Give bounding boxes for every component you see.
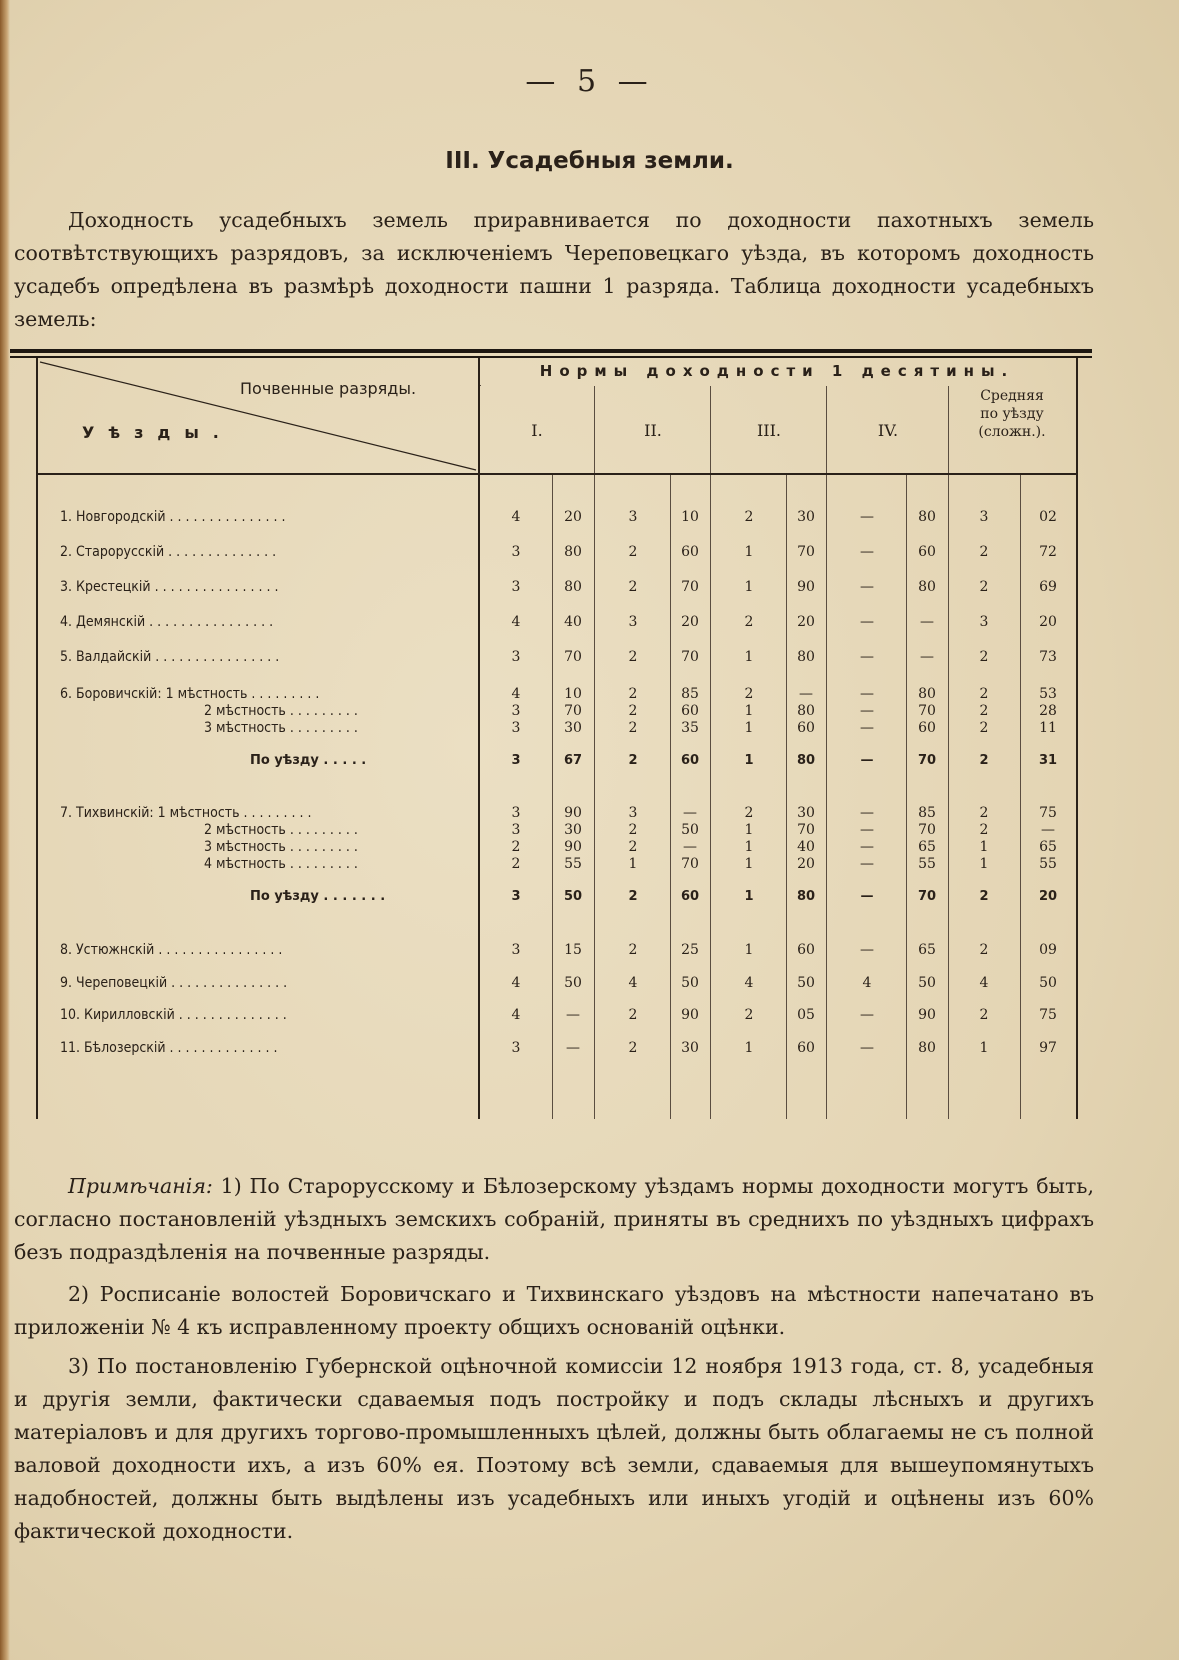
row-value: 1 [979,1040,989,1056]
row-value: — [920,614,934,630]
header-col-II: II. [644,421,662,440]
row-value: 11 [1039,720,1057,736]
table-row [10,1040,1092,1062]
row-value: 1 [744,942,754,958]
norms-underline [480,385,481,386]
row-value: 2 [628,544,638,560]
row-value: 75 [1039,805,1057,821]
row-value: 97 [1039,1040,1057,1056]
row-value: 70 [564,703,582,719]
row-value: 67 [563,753,583,768]
row-value: 2 [511,839,521,855]
row-value: 2 [628,1040,638,1056]
row-value: 2 [744,686,754,702]
row-value: 05 [797,1007,815,1023]
table-row [10,614,1092,636]
row-value: 2 [744,805,754,821]
row-value: 3 [628,509,638,525]
row-value: — [799,686,813,702]
row-value: 73 [1039,649,1057,665]
row-value: 2 [979,889,989,904]
row-value: 55 [918,856,936,872]
table-top-rule [10,349,1092,353]
row-value: 85 [918,805,936,821]
row-value: 60 [797,942,815,958]
row-value: 31 [1038,753,1058,768]
row-value: 55 [564,856,582,872]
row-value: 1 [744,856,754,872]
row-value: 30 [797,805,815,821]
row-value: 1 [979,839,989,855]
row-value: 2 [979,579,989,595]
table-row [10,579,1092,601]
row-value: — [860,579,874,595]
row-value: 85 [681,686,699,702]
row-value: — [860,614,874,630]
row-value: 70 [681,856,699,872]
row-value: 80 [797,703,815,719]
header-norms: Нормы доходности 1 десятины. [539,362,1015,380]
row-value: 3 [511,1040,521,1056]
table-row [10,975,1092,997]
table-row [10,1007,1092,1029]
row-value: 10 [564,686,582,702]
row-value: 35 [681,720,699,736]
note-3-text: 3) По постановленію Губернской оцѣночной комиссіи 12 ноября 1913 года, ст. 8, усадебныя и другія земли, фактически сдаваемыя подъ постройку и подъ склады лѣсныхъ и другихъ матеріаловъ и для другихъ торгово-промышленныхъ цѣлей, должны быть облагаемы не съ полной валовой доходности ихъ, а изъ 60% ея. Поэтому всѣ земли, сдаваемыя для вышеупомянутыхъ надобностей, должны быть выдѣлены изъ усадебныхъ или иныхъ угодій и оцѣнены изъ 60% фактической доходности. [14,1354,1094,1543]
row-value: 4 [511,686,521,702]
income-table [10,349,1092,1119]
header-col-average [948,387,1076,441]
row-value: 3 [511,889,521,904]
row-value: 60 [680,753,700,768]
row-value: 50 [681,975,699,991]
row-value: 1 [744,720,754,736]
row-value: 20 [681,614,699,630]
row-value: 20 [1038,889,1058,904]
note-1-text: 1) По Старорусскому и Бѣлозерскому уѣздамъ нормы доходности могутъ быть, согласно постановленій уѣздныхъ земскихъ собраній, приняты въ среднихъ по уѣздныхъ цифрахъ безъ подраздѣленія на почвенные разряды. [14,1174,1094,1264]
header-avg-line-1: Средняя [980,388,1044,404]
row-value: — [683,839,697,855]
row-value: 15 [564,942,582,958]
row-value: 25 [681,942,699,958]
row-value: 2 [979,1007,989,1023]
row-value: 1 [744,1040,754,1056]
row-value: 2 [628,649,638,665]
row-value: 2 [979,942,989,958]
row-value: 4 [744,975,754,991]
row-value: 80 [796,889,816,904]
page-number: — 5 — [525,64,654,99]
row-value: 10 [681,509,699,525]
row-value: 2 [511,856,521,872]
row-name: 4 мѣстность . . . . . . . . . [204,856,358,872]
row-value: 75 [1039,1007,1057,1023]
row-value: — [860,942,874,958]
table-total-row [10,889,1092,911]
row-value: 3 [511,579,521,595]
row-value: 4 [511,614,521,630]
row-value: — [860,720,874,736]
row-value: — [860,1040,874,1056]
row-value: 2 [628,579,638,595]
row-value: 2 [628,703,638,719]
row-value: 72 [1039,544,1057,560]
row-value: 2 [979,822,989,838]
row-value: 1 [744,544,754,560]
row-value: — [860,1007,874,1023]
header-col-IV: IV. [877,421,899,440]
row-name: 2 мѣстность . . . . . . . . . [204,703,358,719]
row-value: 3 [511,822,521,838]
row-value: 3 [511,649,521,665]
row-value: 60 [918,544,936,560]
row-value: — [860,805,874,821]
row-value: 30 [681,1040,699,1056]
row-value: 70 [681,579,699,595]
row-value: 2 [744,614,754,630]
row-value: 2 [979,544,989,560]
row-name: 2. Старорусскій . . . . . . . . . . . . . . [60,544,277,560]
row-value: 4 [628,975,638,991]
row-name: По уѣзду . . . . . . . [250,889,386,904]
row-value: 50 [1039,975,1057,991]
row-value: 65 [918,839,936,855]
row-value: 3 [511,805,521,821]
row-value: 40 [797,839,815,855]
row-name: 2 мѣстность . . . . . . . . . [204,822,358,838]
row-value: 90 [797,579,815,595]
table-row [10,720,1092,742]
row-value: 3 [628,614,638,630]
header-avg-line-3: (сложн.). [978,424,1046,440]
row-value: — [566,1040,580,1056]
row-value: 60 [680,889,700,904]
note-1 [14,1170,1094,1269]
row-value: 80 [918,509,936,525]
row-name: 3 мѣстность . . . . . . . . . [204,839,358,855]
row-value: 1 [744,649,754,665]
row-value: 70 [917,889,937,904]
header-col-III: III. [756,421,782,440]
row-value: 3 [511,703,521,719]
row-value: 28 [1039,703,1057,719]
row-value: 3 [628,805,638,821]
row-value: 2 [628,686,638,702]
row-name: 4. Демянскій . . . . . . . . . . . . . . . . [60,614,274,630]
row-value: 90 [681,1007,699,1023]
row-value: 50 [797,975,815,991]
row-value: 70 [681,649,699,665]
row-value: — [860,649,874,665]
row-value: — [860,822,874,838]
row-value: 3 [511,720,521,736]
row-value: 2 [979,703,989,719]
row-name: 3 мѣстность . . . . . . . . . [204,720,358,736]
row-value: 80 [797,649,815,665]
row-value: — [860,753,874,768]
row-value: — [860,544,874,560]
row-value: — [1041,822,1055,838]
row-value: 80 [918,579,936,595]
row-value: — [860,839,874,855]
row-value: 90 [564,839,582,855]
row-value: 3 [511,544,521,560]
row-value: 4 [511,975,521,991]
row-value: 3 [511,753,521,768]
row-name: 6. Боровичскій: 1 мѣстность . . . . . . . . . [60,686,320,702]
row-value: 20 [797,614,815,630]
row-value: 02 [1039,509,1057,525]
row-value: 2 [744,1007,754,1023]
row-value: 2 [979,805,989,821]
row-value: 2 [628,822,638,838]
note-2-text: 2) Росписаніе волостей Боровичскаго и Тихвинскаго уѣздовъ на мѣстности напечатано въ приложеніи № 4 къ исправленному проекту общихъ основаній оцѣнки. [14,1282,1094,1339]
row-name: 5. Валдайскій . . . . . . . . . . . . . . . . [60,649,280,665]
row-value: 1 [979,856,989,872]
row-value: 3 [979,509,989,525]
row-value: 55 [1039,856,1057,872]
row-value: 80 [918,1040,936,1056]
notes-label: Примѣчанія: [68,1174,213,1198]
row-value: — [860,509,874,525]
note-2 [14,1278,1094,1344]
row-value: — [860,889,874,904]
row-value: 65 [1039,839,1057,855]
row-name: 10. Кирилловскій . . . . . . . . . . . . . . [60,1007,287,1023]
row-value: 2 [979,753,989,768]
row-value: 3 [511,942,521,958]
row-value: 2 [979,649,989,665]
row-value: — [860,686,874,702]
row-name: 7. Тихвинскій: 1 мѣстность . . . . . . . . . [60,805,312,821]
row-value: 90 [564,805,582,821]
row-value: 20 [564,509,582,525]
table-total-row [10,753,1092,775]
table-row [10,544,1092,566]
row-value: 60 [797,720,815,736]
row-name: 8. Устюжнскій . . . . . . . . . . . . . . . . [60,942,283,958]
row-value: 50 [563,889,583,904]
row-value: 70 [918,822,936,838]
note-3 [14,1350,1094,1548]
row-value: — [860,856,874,872]
table-row [10,509,1092,531]
row-value: 70 [797,822,815,838]
row-value: 60 [797,1040,815,1056]
row-value: 80 [918,686,936,702]
row-value: 20 [797,856,815,872]
header-avg-line-2: по уѣзду [980,406,1044,422]
row-value: 30 [797,509,815,525]
row-value: 1 [744,579,754,595]
row-value: 1 [744,839,754,855]
row-value: 2 [628,753,638,768]
row-value: 2 [628,720,638,736]
row-value: 50 [564,975,582,991]
row-value: 90 [918,1007,936,1023]
row-value: — [860,703,874,719]
row-value: 20 [1039,614,1057,630]
row-name: 1. Новгородскій . . . . . . . . . . . . . . . [60,509,286,525]
row-value: 2 [628,1007,638,1023]
row-value: 1 [744,822,754,838]
row-value: 40 [564,614,582,630]
row-value: 1 [744,703,754,719]
row-value: 80 [564,579,582,595]
row-name: 3. Крестецкій . . . . . . . . . . . . . . . . [60,579,279,595]
row-value: 80 [796,753,816,768]
row-value: 2 [628,839,638,855]
row-value: 2 [979,686,989,702]
header-uezdy: Уѣзды. [82,423,233,442]
row-value: 60 [681,703,699,719]
row-value: 70 [918,703,936,719]
intro-paragraph [14,204,1094,336]
header-diagonal [38,358,478,474]
row-value: 09 [1039,942,1057,958]
row-value: 4 [862,975,872,991]
row-value: 4 [511,509,521,525]
row-name: 9. Череповецкій . . . . . . . . . . . . . . . [60,975,288,991]
row-value: 50 [918,975,936,991]
row-value: 60 [918,720,936,736]
page-edge [0,0,10,1660]
row-value: 2 [628,889,638,904]
row-value: 1 [744,753,754,768]
row-value: 2 [628,942,638,958]
row-value: — [920,649,934,665]
row-value: 65 [918,942,936,958]
row-name: 11. Бѣлозерскій . . . . . . . . . . . . . . [60,1040,278,1056]
row-value: 50 [681,822,699,838]
row-value: 2 [744,509,754,525]
header-soil-categories: Почвенные разряды. [240,379,417,398]
row-value: 4 [979,975,989,991]
row-value: 70 [917,753,937,768]
row-value: 53 [1039,686,1057,702]
section-heading: III. Усадебныя земли. [445,148,734,174]
row-value: 30 [564,822,582,838]
row-value: 30 [564,720,582,736]
row-value: 70 [797,544,815,560]
row-value: 1 [744,889,754,904]
row-value: — [566,1007,580,1023]
row-value: 80 [564,544,582,560]
table-row [10,942,1092,964]
row-value: 1 [628,856,638,872]
intro-text: Доходность усадебныхъ земель приравнивается по доходности пахотныхъ земель соотвѣтствующихъ разрядовъ, за исключеніемъ Череповецкаго уѣзда, въ которомъ доходность усадебъ опредѣлена въ размѣрѣ доходности пашни 1 разряда. Таблица доходности усадебныхъ земель: [14,208,1094,331]
row-value: 60 [681,544,699,560]
row-value: 3 [979,614,989,630]
row-value: 4 [511,1007,521,1023]
row-value: 2 [979,720,989,736]
table-row [10,649,1092,671]
row-value: 69 [1039,579,1057,595]
row-name: По уѣзду . . . . . [250,753,367,768]
row-value: 70 [564,649,582,665]
header-col-I: I. [531,421,543,440]
table-row [10,856,1092,878]
row-value: — [683,805,697,821]
